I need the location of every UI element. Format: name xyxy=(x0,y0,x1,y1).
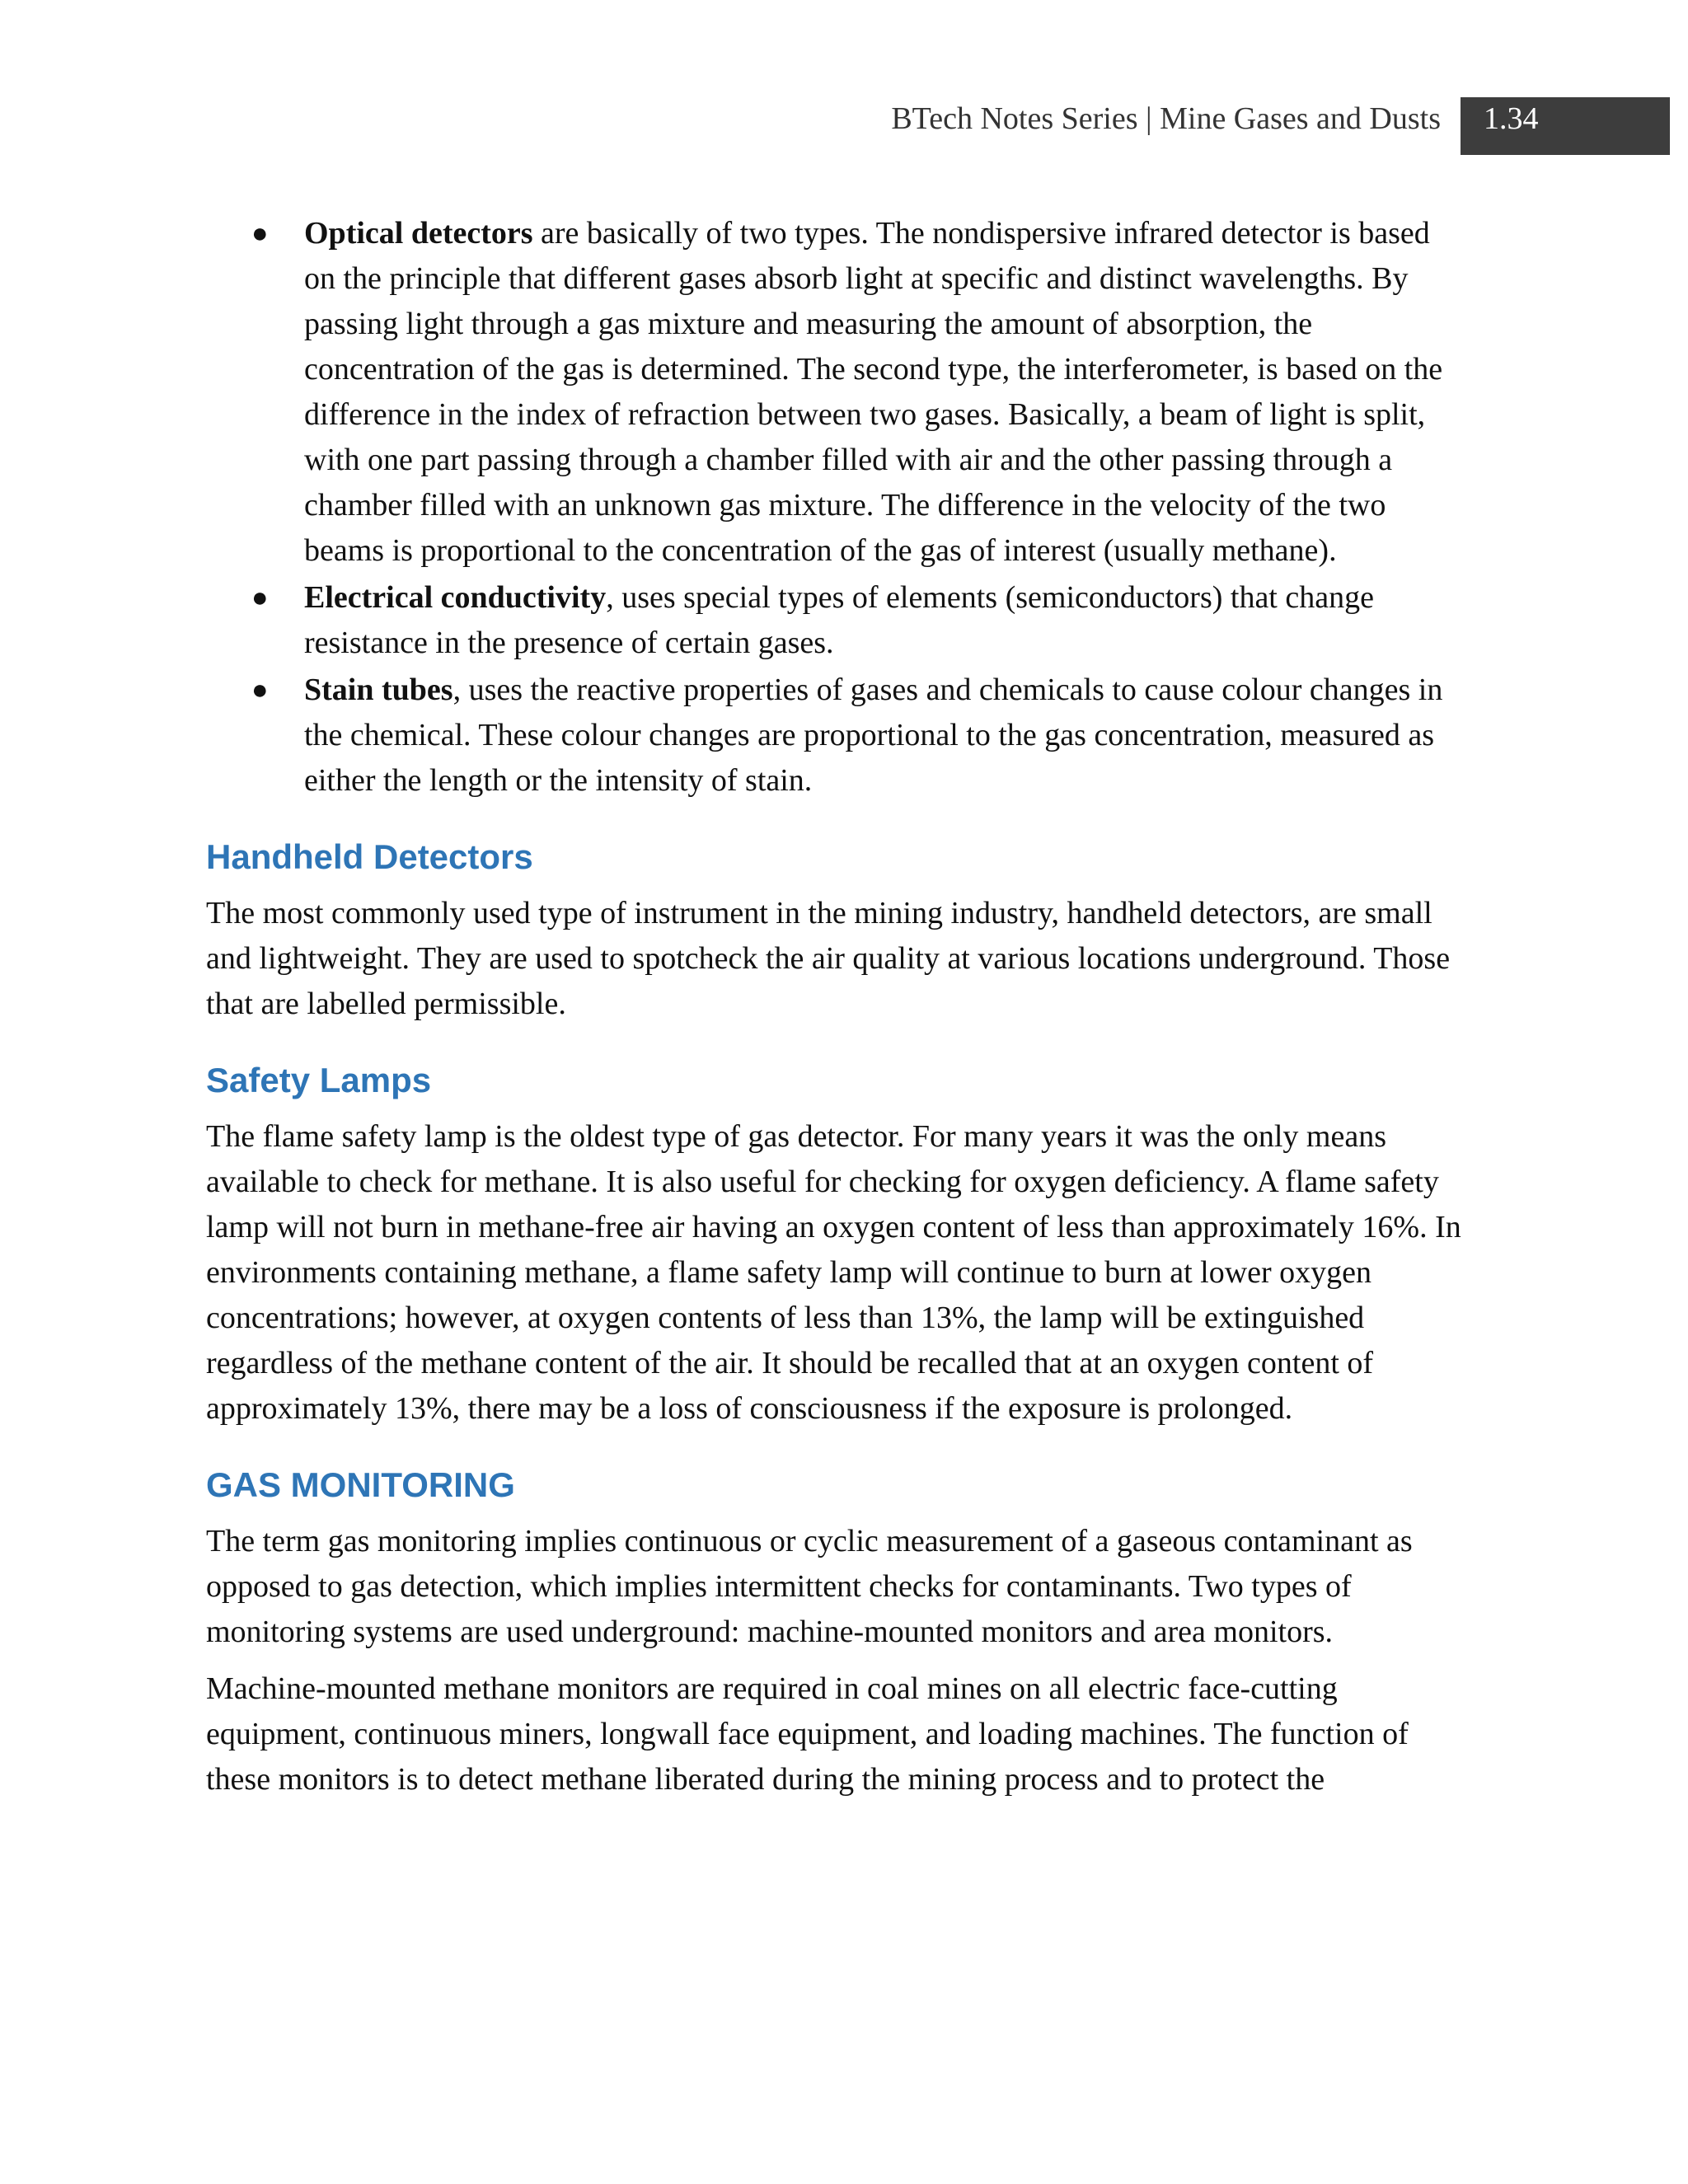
page-number-tab: 1.34 xyxy=(1461,97,1670,155)
bullet-text: , uses the reactive properties of gases and chemicals to cause colour changes in the chemical. These colour changes are proportional to the gas concentration, measured as either the length or the intensity of stain. xyxy=(304,673,1443,798)
safety-lamps-heading: Safety Lamps xyxy=(206,1061,432,1099)
bullet-icon: ● xyxy=(251,675,269,705)
running-header-title: BTech Notes Series | Mine Gases and Dusts xyxy=(891,101,1441,136)
bullet-term: Optical detectors xyxy=(304,216,533,251)
bullet-term: Stain tubes xyxy=(304,673,453,707)
list-item xyxy=(206,668,1467,804)
gas-monitoring-heading: GAS MONITORING xyxy=(206,1465,515,1504)
handheld-detectors-paragraph: The most commonly used type of instrument in the mining industry, handheld detectors, are small and lightweight. They are used to spotcheck the air quality at various locations underground. Those that are labelled permissible. xyxy=(206,896,1451,1021)
bullet-icon: ● xyxy=(251,583,269,613)
bullet-text: are basically of two types. The nondispersive infrared detector is based on the principle that different gases absorb light at specific and distinct wavelengths. By passing light through a gas mixture and measuring the amount of absorption, the concentration of the gas is determined. The second type, the interferometer, is based on the difference in the index of refraction between two gases. Basically, a beam of light is split, with one part passing through a chamber filled with air and the other passing through a chamber filled with an unknown gas mixture. The difference in the velocity of the two beams is proportional to the concentration of the gas of interest (usually methane). xyxy=(304,216,1443,568)
list-item xyxy=(206,575,1467,666)
detector-types-list xyxy=(206,211,1467,804)
gas-monitoring-paragraph: The term gas monitoring implies continuous or cyclic measurement of a gaseous contaminant as opposed to gas detection, which implies intermittent checks for contaminants. Two types of monitoring systems are used underground: machine-mounted monitors and area monitors. xyxy=(206,1524,1413,1649)
safety-lamps-paragraph: The flame safety lamp is the oldest type of gas detector. For many years it was the only means available to check for methane. It is also useful for checking for oxygen deficiency. A flame safety lamp will not burn in methane-free air having an oxygen content of less than approximately 16%. In environments containing methane, a flame safety lamp will continue to burn at lower oxygen concentrations; however, at oxygen contents of less than 13%, the lamp will be extinguished regardless of the methane content of the air. It should be recalled that at an oxygen content of approximately 13%, there may be a loss of consciousness if the exposure is prolonged. xyxy=(206,1119,1461,1426)
bullet-term: Electrical conductivity xyxy=(304,580,607,615)
handheld-detectors-heading: Handheld Detectors xyxy=(206,837,533,876)
bullet-icon: ● xyxy=(251,218,269,249)
machine-mounted-monitors-paragraph: Machine-mounted methane monitors are required in coal mines on all electric face-cutting equipment, continuous miners, longwall face equipment, and loading machines. The function of these monitors is to detect methane liberated during the mining process and to protect the xyxy=(206,1671,1409,1797)
page-header xyxy=(0,97,1688,155)
page-content xyxy=(206,211,1467,1802)
bullet-text: , uses special types of elements (semiconductors) that change resistance in the presence of certain gases. xyxy=(304,580,1374,660)
list-item xyxy=(206,211,1467,574)
